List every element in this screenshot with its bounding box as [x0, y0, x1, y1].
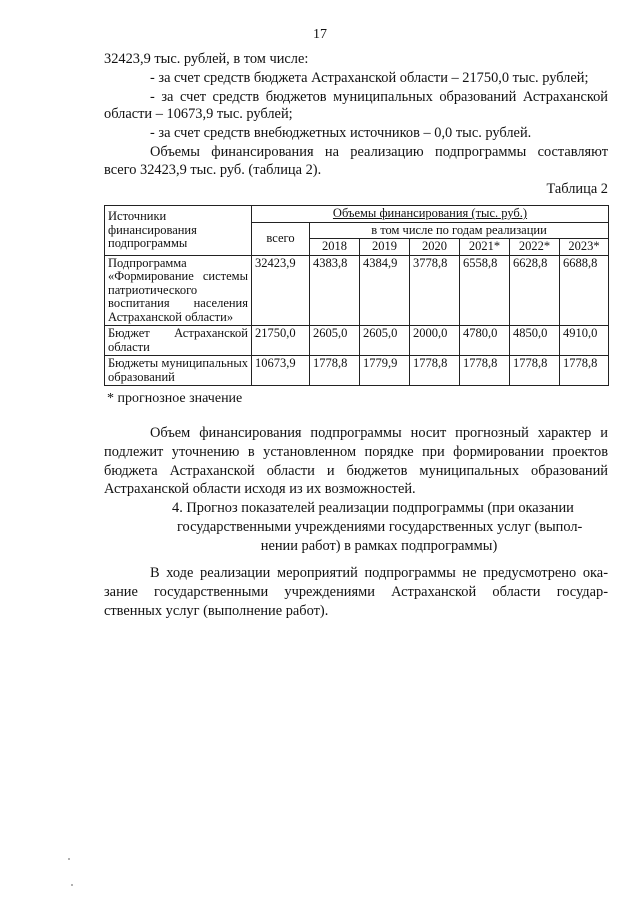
- header-volumes: Объемы финансирования (тыс. руб.): [252, 206, 609, 223]
- intro-line-6: Объемы финансирования на реализацию подпрограммы составляют: [150, 144, 608, 160]
- row-value: 1778,8: [310, 356, 360, 386]
- table-caption: Таблица 2: [546, 181, 608, 197]
- para2-line-2: подлежит уточнению в установленном порядке при формировании проектов: [104, 444, 608, 460]
- header-year: 2021*: [460, 239, 510, 256]
- table-header-row-1: [105, 206, 609, 223]
- intro-line-1: 32423,9 тыс. рублей, в том числе:: [104, 51, 309, 67]
- header-year: 2022*: [510, 239, 560, 256]
- para3-line-1: В ходе реализации мероприятий подпрограммы не предусмотрено ока-: [150, 565, 608, 581]
- table-row: [105, 356, 609, 386]
- header-source: Источники финансирования подпрограммы: [105, 206, 252, 256]
- intro-line-7: всего 32423,9 тыс. руб. (таблица 2).: [104, 162, 322, 178]
- header-by-years: в том числе по годам реализации: [310, 222, 609, 239]
- row-value: 4780,0: [460, 326, 510, 356]
- row-value: 1779,9: [360, 356, 410, 386]
- table-footnote: * прогнозное значение: [107, 391, 243, 406]
- row-total: 21750,0: [252, 326, 310, 356]
- row-value: 4384,9: [360, 255, 410, 326]
- table-row: [105, 326, 609, 356]
- row-total: 32423,9: [252, 255, 310, 326]
- intro-line-5: - за счет средств внебюджетных источников – 0,0 тыс. рублей.: [150, 125, 532, 141]
- para3-line-2: зание государственными учреждениями Астраханской области государ-: [104, 584, 608, 600]
- header-year: 2020: [410, 239, 460, 256]
- row-value: 2000,0: [410, 326, 460, 356]
- section4-heading-line-3: нении работ) в рамках подпрограммы): [260, 538, 498, 554]
- intro-line-3: - за счет средств бюджетов муниципальных образований Астраханской: [150, 89, 608, 105]
- header-year: 2018: [310, 239, 360, 256]
- row-value: 3778,8: [410, 255, 460, 326]
- intro-line-2: - за счет средств бюджета Астраханской области – 21750,0 тыс. рублей;: [150, 70, 589, 86]
- row-value: 4850,0: [510, 326, 560, 356]
- section4-heading-line-2: государственными учреждениями государственных услуг (выпол-: [177, 519, 583, 535]
- scan-speck: [71, 884, 73, 886]
- page-number: 17: [313, 27, 327, 42]
- intro-line-4: области – 10673,9 тыс. рублей;: [104, 106, 293, 122]
- row-value: 2605,0: [310, 326, 360, 356]
- financing-table: [104, 205, 609, 386]
- header-year: 2023*: [560, 239, 609, 256]
- para2-line-3: бюджета Астраханской области и бюджетов муниципальных образований: [104, 463, 608, 479]
- row-value: 4910,0: [560, 326, 609, 356]
- row-value: 1778,8: [560, 356, 609, 386]
- row-source: Бюджеты муниципальных образований: [105, 356, 252, 386]
- row-value: 2605,0: [360, 326, 410, 356]
- row-source: Бюджет Астраханской области: [105, 326, 252, 356]
- row-total: 10673,9: [252, 356, 310, 386]
- para2-line-1: Объем финансирования подпрограммы носит прогнозный характер и: [150, 425, 608, 441]
- row-source: Подпрограмма «Формирование системы патриотического воспитания населения Астраханской области»: [105, 255, 252, 326]
- section4-heading-line-1: 4. Прогноз показателей реализации подпрограммы (при оказании: [172, 500, 574, 516]
- row-value: 6628,8: [510, 255, 560, 326]
- row-value: 1778,8: [460, 356, 510, 386]
- para2-line-4: Астраханской области исходя из их возможностей.: [104, 481, 416, 497]
- header-total: всего: [252, 222, 310, 255]
- row-value: 4383,8: [310, 255, 360, 326]
- row-value: 1778,8: [410, 356, 460, 386]
- row-value: 1778,8: [510, 356, 560, 386]
- header-year: 2019: [360, 239, 410, 256]
- row-value: 6688,8: [560, 255, 609, 326]
- row-value: 6558,8: [460, 255, 510, 326]
- table-row: [105, 255, 609, 326]
- scan-speck: [68, 858, 70, 860]
- para3-line-3: ственных услуг (выполнение работ).: [104, 603, 329, 619]
